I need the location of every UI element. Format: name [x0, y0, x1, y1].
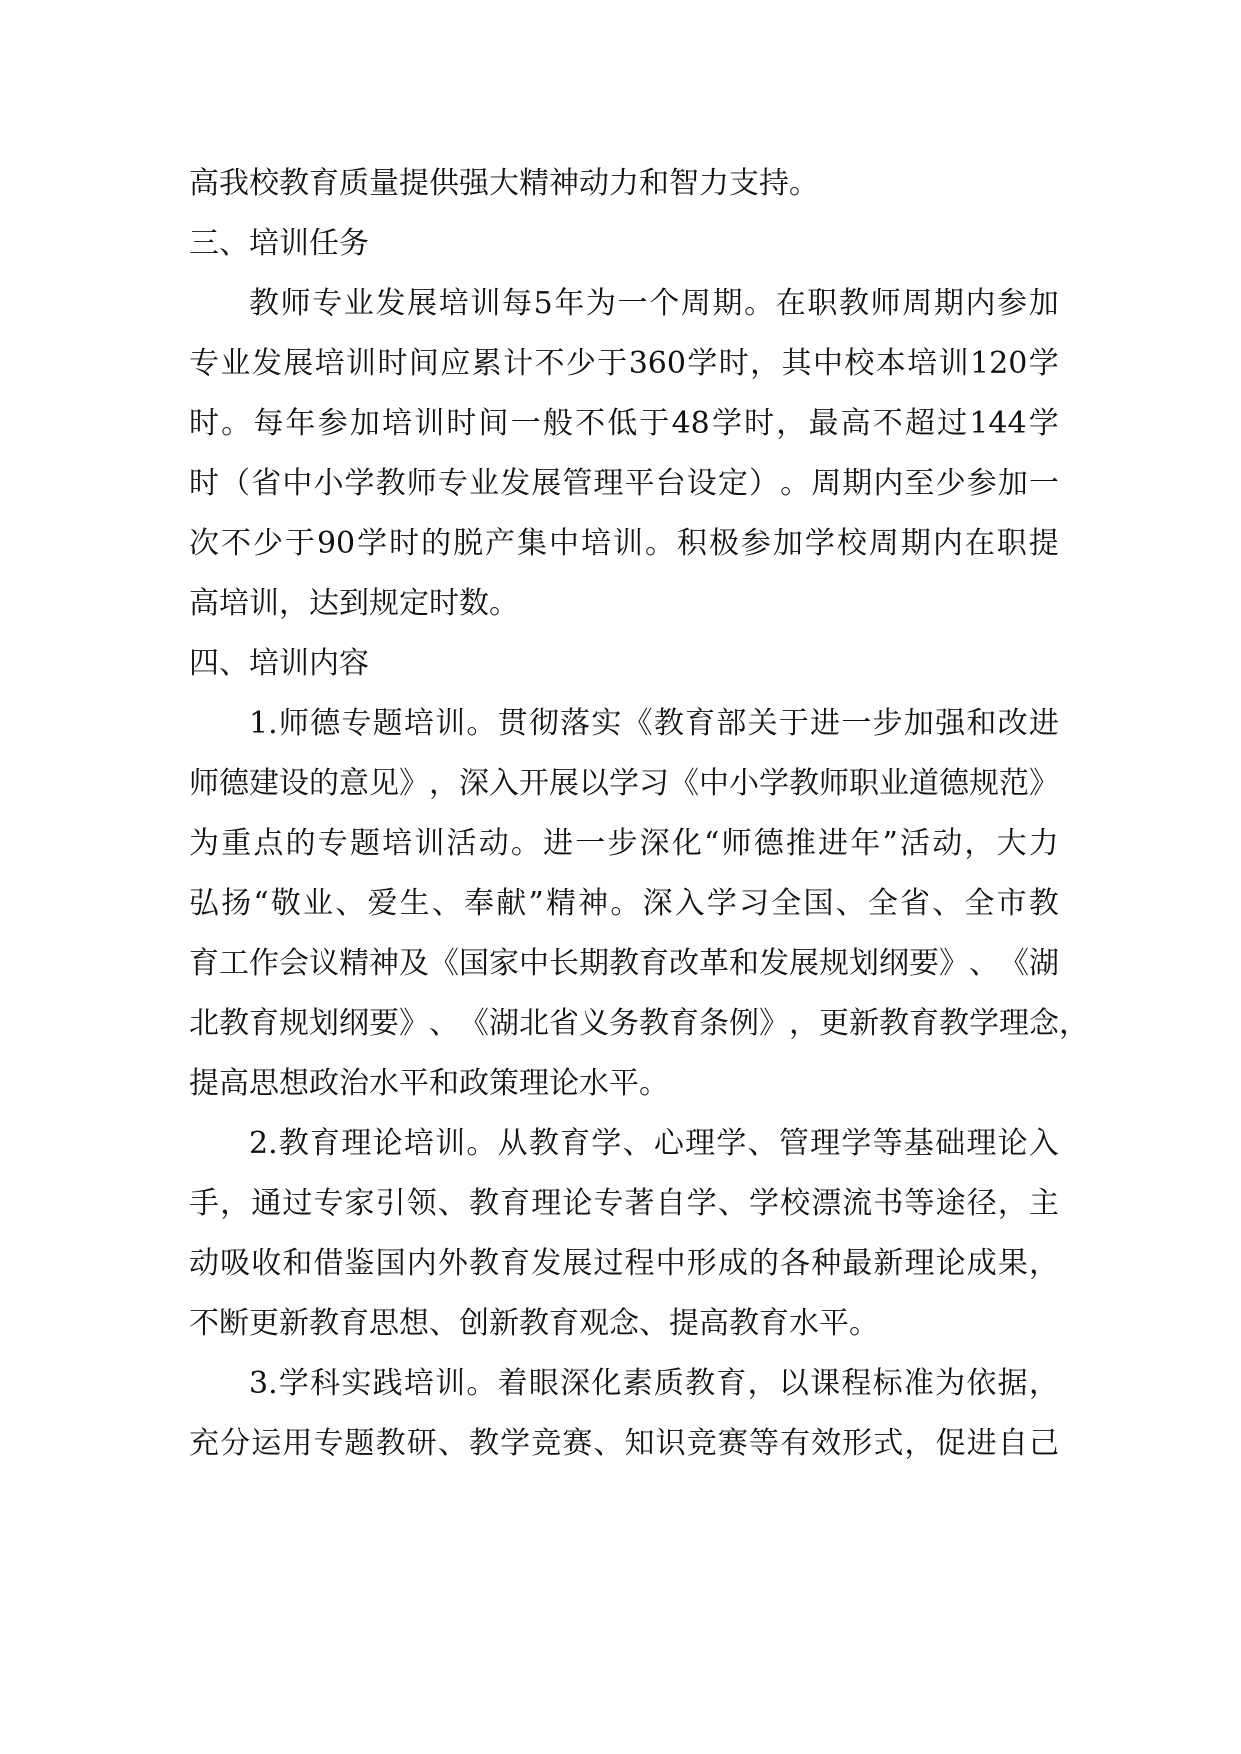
text-line: 不断更新教育思想、创新教育观念、提高教育水平。 — [189, 1306, 879, 1341]
text-line: 2. 教 育 理 论 培 训 。 从 教 育 学 、 心 理 学 、 管 理 学 等 基 础 理 论 入 — [249, 1126, 1059, 1161]
text-line: 次 不 少 于 90 学 时 的 脱 产 集 中 培 训 。 积 极 参 加 学 校 周 期 内 在 职 提 — [189, 526, 1059, 561]
text-line: 动 吸 收 和 借 鉴 国 内 外 教 育 发 展 过 程 中 形 成 的 各 种 最 新 理 论 成 果 ， — [189, 1246, 1059, 1281]
text-line: 教 师 专 业 发 展 培 训 每 5 年 为 一 个 周 期 。 在 职 教 师 周 期 内 参 加 — [249, 286, 1059, 321]
text-line: 1. 师 德 专 题 培 训 。 贯 彻 落 实 《 教 育 部 关 于 进 一 步 加 强 和 改 进 — [249, 706, 1059, 741]
text-line: 3. 学 科 实 践 培 训 。 着 眼 深 化 素 质 教 育 ， 以 课 程 标 准 为 依 据 ， — [249, 1366, 1059, 1401]
text-line: 充 分 运 用 专 题 教 研 、 教 学 竞 赛 、 知 识 竞 赛 等 有 效 形 式 ， 促 进 自 己 — [189, 1426, 1059, 1461]
text-line: 为 重 点 的 专 题 培 训 活 动 。 进 一 步 深 化 “ 师 德 推 进 年 ” 活 动 ， 大 力 — [189, 826, 1059, 861]
text-line: 时 。 每 年 参 加 培 训 时 间 一 般 不 低 于 48 学 时 ， 最 高 不 超 过 144 学 — [189, 406, 1059, 441]
text-line: 北 教 育 规 划 纲 要 》 、 《 湖 北 省 义 务 教 育 条 例 》 ， 更 新 教 育 教 学 理 念 ， — [189, 1006, 1089, 1041]
text-line: 提高思想政治水平和政策理论水平。 — [189, 1066, 669, 1101]
text-line: 专 业 发 展 培 训 时 间 应 累 计 不 少 于 360 学 时 ， 其 中 校 本 培 训 120 学 — [189, 346, 1059, 381]
text-line: 高培训，达到规定时数。 — [189, 586, 519, 621]
document-body — [189, 154, 1089, 1474]
text-line: 四、培训内容 — [189, 646, 369, 681]
text-line: 师 德 建 设 的 意 见 》 ， 深 入 开 展 以 学 习 《 中 小 学 教 师 职 业 道 德 规 范 》 — [189, 766, 1059, 801]
text-line: 育 工 作 会 议 精 神 及 《 国 家 中 长 期 教 育 改 革 和 发 展 规 划 纲 要 》 、 《 湖 — [189, 946, 1059, 981]
text-line: 手 ， 通 过 专 家 引 领 、 教 育 理 论 专 著 自 学 、 学 校 漂 流 书 等 途 径 ， 主 — [189, 1186, 1059, 1221]
text-line: 时 （ 省 中 小 学 教 师 专 业 发 展 管 理 平 台 设 定 ） 。 周 期 内 至 少 参 加 一 — [189, 466, 1059, 501]
text-line: 弘 扬 “ 敬 业 、 爱 生 、 奉 献 ” 精 神 。 深 入 学 习 全 国 、 全 省 、 全 市 教 — [189, 886, 1059, 921]
text-line: 高我校教育质量提供强大精神动力和智力支持。 — [189, 166, 819, 201]
text-line: 三、培训任务 — [189, 226, 369, 261]
